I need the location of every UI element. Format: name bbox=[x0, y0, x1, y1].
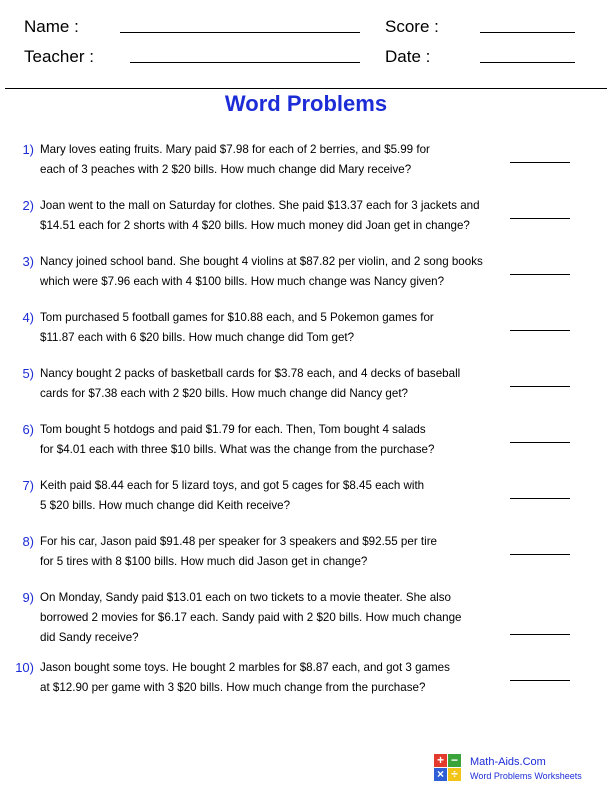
divide-symbol: ÷ bbox=[448, 768, 461, 781]
date-label: Date : bbox=[385, 47, 431, 66]
problem-text-line: Joan went to the mall on Saturday for clothes. She paid $13.37 each for 3 jackets and bbox=[40, 199, 480, 212]
problem-text-line: On Monday, Sandy paid $13.01 each on two tickets to a movie theater. She also bbox=[40, 591, 451, 604]
score-field[interactable] bbox=[480, 32, 575, 33]
answer-line[interactable] bbox=[510, 442, 570, 443]
problem-text-line: Nancy bought 2 packs of basketball cards for $3.78 each, and 4 decks of baseball bbox=[40, 367, 461, 380]
problem-number: 8) bbox=[22, 534, 34, 549]
problem-text-line: Tom bought 5 hotdogs and paid $1.79 for each. Then, Tom bought 4 salads bbox=[40, 423, 426, 436]
problem-text-line: Keith paid $8.44 each for 5 lizard toys, and got 5 cages for $8.45 each with bbox=[40, 479, 425, 492]
math-operators-icon bbox=[434, 754, 462, 782]
problem-text-line: Jason bought some toys. He bought 2 marbles for $8.87 each, and got 3 games bbox=[40, 661, 450, 674]
problem-text-line: cards for $7.38 each with 2 $20 bills. How much change did Nancy get? bbox=[40, 387, 408, 400]
problem-number: 9) bbox=[22, 590, 34, 605]
answer-line[interactable] bbox=[510, 218, 570, 219]
problem-text-line: each of 3 peaches with 2 $20 bills. How much change did Mary receive? bbox=[40, 163, 412, 176]
name-label: Name : bbox=[24, 17, 79, 36]
answer-line[interactable] bbox=[510, 554, 570, 555]
problem-text-line: Mary loves eating fruits. Mary paid $7.98 for each of 2 berries, and $5.99 for bbox=[40, 143, 430, 156]
page-title: Word Problems bbox=[224, 91, 388, 116]
problem-text-line: borrowed 2 movies for $6.17 each. Sandy paid with 2 $20 bills. How much change bbox=[40, 611, 462, 624]
problem-number: 7) bbox=[22, 478, 34, 493]
problem-text-line: Tom purchased 5 football games for $10.88 each, and 5 Pokemon games for bbox=[40, 311, 434, 324]
answer-line[interactable] bbox=[510, 274, 570, 275]
answer-line[interactable] bbox=[510, 162, 570, 163]
score-label: Score : bbox=[385, 17, 439, 36]
problem-number: 4) bbox=[22, 310, 34, 325]
teacher-field[interactable] bbox=[130, 62, 360, 63]
problem-text-line: for 5 tires with 8 $100 bills. How much did Jason get in change? bbox=[40, 555, 368, 568]
problem-text-line: $11.87 each with 6 $20 bills. How much change did Tom get? bbox=[40, 331, 355, 344]
problem-text-line: which were $7.96 each with 4 $100 bills. How much change was Nancy given? bbox=[40, 275, 445, 288]
problem-text-line: Nancy joined school band. She bought 4 violins at $87.82 per violin, and 2 song books bbox=[40, 255, 483, 268]
problem-text-line: $14.51 each for 2 shorts with 4 $20 bills. How much money did Joan get in change? bbox=[40, 219, 470, 232]
minus-symbol: − bbox=[448, 754, 461, 767]
answer-line[interactable] bbox=[510, 498, 570, 499]
problem-text-line: at $12.90 per game with 3 $20 bills. How much change from the purchase? bbox=[40, 681, 426, 694]
problem-number: 6) bbox=[22, 422, 34, 437]
problem-text-line: For his car, Jason paid $91.48 per speaker for 3 speakers and $92.55 per tire bbox=[40, 535, 438, 548]
answer-line[interactable] bbox=[510, 330, 570, 331]
problem-text-line: for $4.01 each with three $10 bills. What was the change from the purchase? bbox=[40, 443, 435, 456]
teacher-label: Teacher : bbox=[24, 47, 94, 66]
answer-line[interactable] bbox=[510, 680, 570, 681]
problem-number: 2) bbox=[22, 198, 34, 213]
problem-text-line: did Sandy receive? bbox=[40, 631, 139, 644]
problem-number: 5) bbox=[22, 366, 34, 381]
worksheet-subtitle: Word Problems Worksheets bbox=[470, 771, 582, 781]
brand-name: Math-Aids.Com bbox=[470, 756, 546, 768]
problem-number: 1) bbox=[22, 142, 34, 157]
plus-symbol: + bbox=[434, 754, 447, 767]
date-field[interactable] bbox=[480, 62, 575, 63]
answer-line[interactable] bbox=[510, 386, 570, 387]
header-divider bbox=[5, 88, 607, 89]
problem-number: 3) bbox=[22, 254, 34, 269]
name-field[interactable] bbox=[120, 32, 360, 33]
problem-number: 10) bbox=[15, 660, 34, 675]
problem-text-line: 5 $20 bills. How much change did Keith receive? bbox=[40, 499, 291, 512]
times-symbol: × bbox=[434, 768, 447, 781]
answer-line[interactable] bbox=[510, 634, 570, 635]
